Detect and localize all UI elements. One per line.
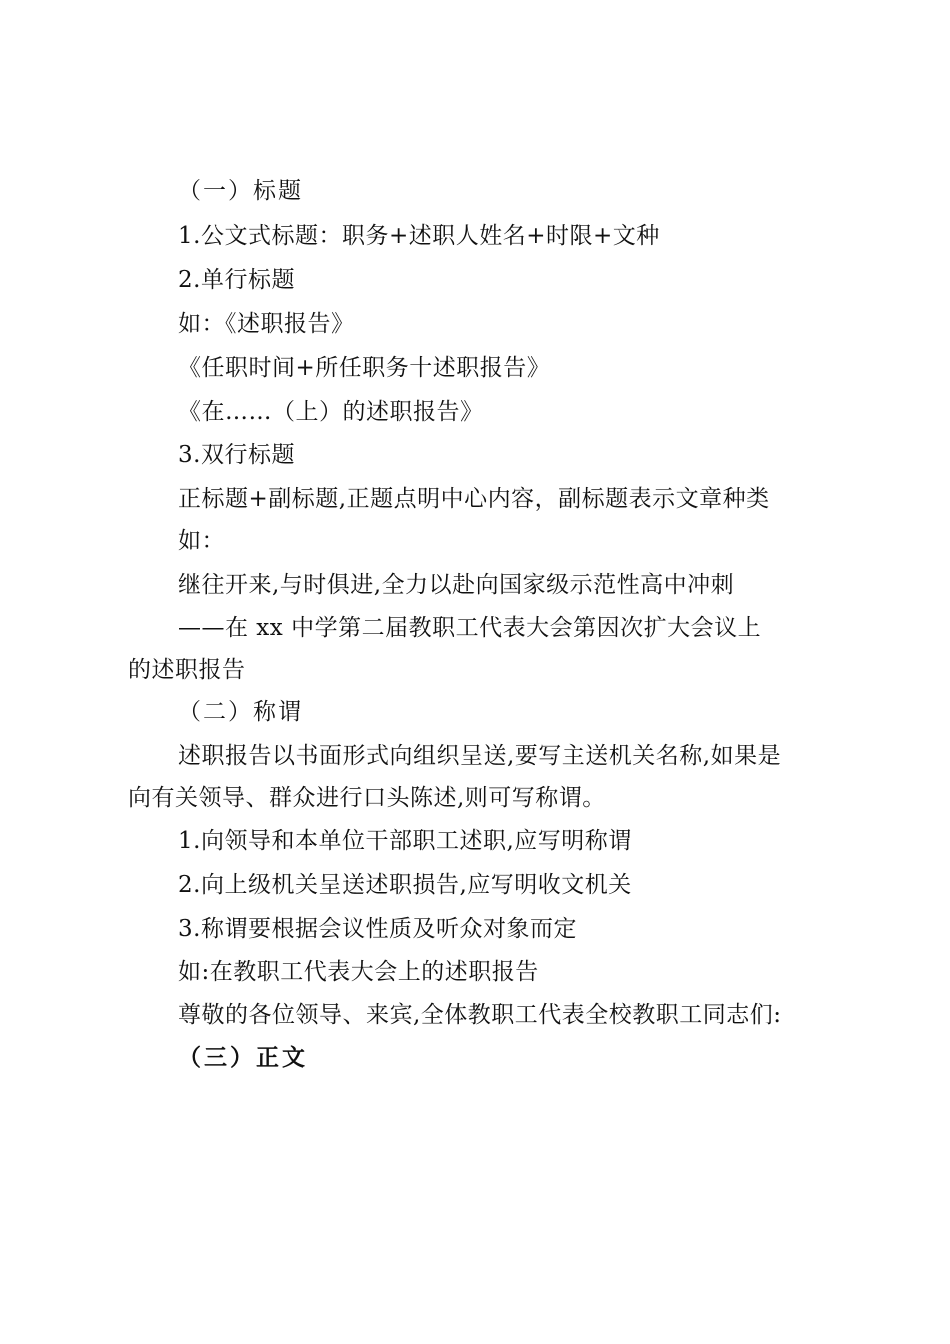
section-heading-title: （一）标题 [178, 178, 303, 204]
paragraph-line: 2.向上级机关呈送述职损告,应写明收文机关 [178, 872, 632, 898]
section-heading-salutation: （二）称谓 [178, 699, 303, 725]
paragraph-line: 的述职报告 [128, 657, 246, 683]
paragraph-line: 向有关领导、群众进行口头陈述,则可写称谓。 [128, 785, 606, 811]
paragraph-line: 尊敬的各位领导、来宾,全体教职工代表全校教职工同志们: [178, 1002, 782, 1028]
paragraph-line: 3.双行标题 [178, 442, 295, 468]
paragraph-line: 如:在教职工代表大会上的述职报告 [178, 959, 539, 985]
paragraph-line: 述职报告以书面形式向组织呈送,要写主送机关名称,如果是 [178, 743, 782, 769]
paragraph-line: 2.单行标题 [178, 267, 295, 293]
paragraph-line: 如： [178, 528, 225, 554]
paragraph-line: 1.公文式标题：职务+述职人姓名+时限+文种 [178, 223, 660, 249]
paragraph-line: 3.称谓要根据会议性质及听众对象而定 [178, 916, 577, 942]
paragraph-line: 如：《述职报告》 [178, 311, 355, 337]
paragraph-line: 1.向领导和本单位干部职工述职,应写明称谓 [178, 828, 632, 854]
paragraph-line: 《任职时间+所任职务十述职报告》 [178, 355, 551, 381]
paragraph-line: ——在 xx 中学第二届教职工代表大会第因次扩大会议上 [178, 615, 762, 641]
paragraph-line: 继往开来,与时俱进,全力以赴向国家级示范性高中冲刺 [178, 572, 735, 598]
section-heading-body: （三）正文 [178, 1044, 308, 1071]
paragraph-line: 《在……（上）的述职报告》 [178, 399, 484, 425]
paragraph-line: 正标题+副标题,正题点明中心内容，副标题表示文章种类 [178, 486, 770, 512]
